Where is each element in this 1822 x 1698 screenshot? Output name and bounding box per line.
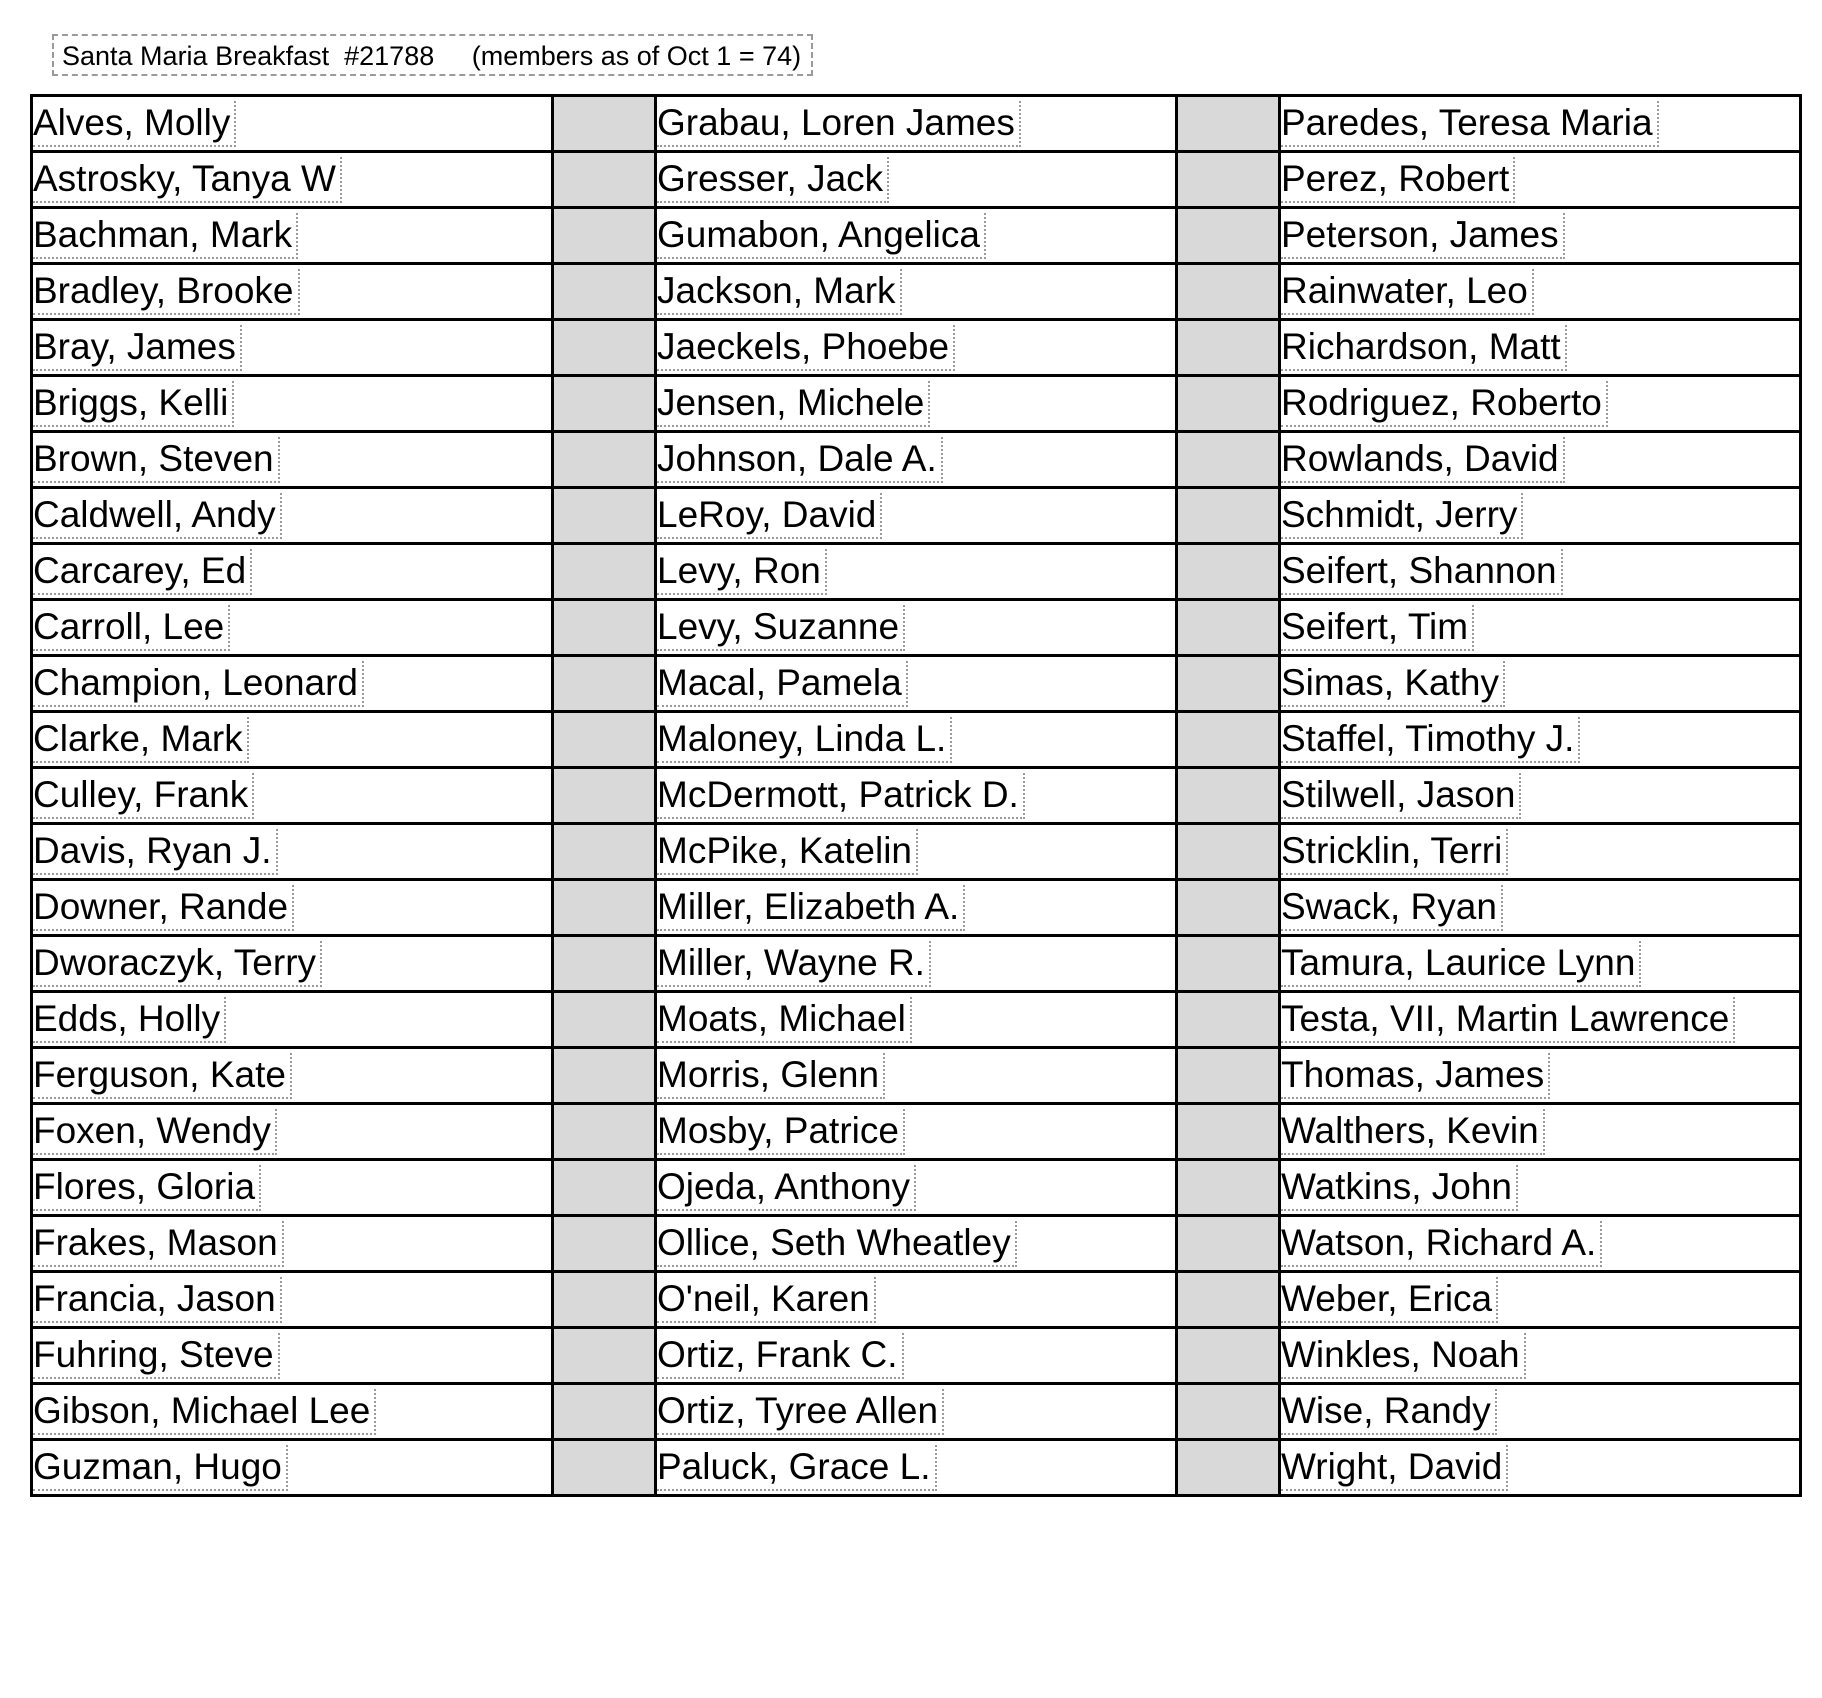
member-name-cell xyxy=(32,152,553,208)
member-name-cell xyxy=(32,880,553,936)
spacer-cell xyxy=(553,376,656,432)
roster-row xyxy=(32,600,1801,656)
member-name-cell xyxy=(32,320,553,376)
spacer-cell xyxy=(553,1216,656,1272)
member-name-cell xyxy=(1280,544,1801,600)
spacer-cell xyxy=(1177,1216,1280,1272)
member-name: Carroll, Lee xyxy=(33,605,230,651)
member-name: Alves, Molly xyxy=(33,101,236,147)
spacer-cell xyxy=(1177,880,1280,936)
spacer-cell xyxy=(553,1384,656,1440)
member-name-cell xyxy=(1280,1272,1801,1328)
spacer-cell xyxy=(1177,1440,1280,1496)
member-name-cell xyxy=(32,208,553,264)
member-name: Briggs, Kelli xyxy=(33,381,234,427)
member-name-cell xyxy=(656,936,1177,992)
member-name: Watson, Richard A. xyxy=(1281,1221,1602,1267)
member-name: Jaeckels, Phoebe xyxy=(657,325,955,371)
member-name-cell xyxy=(1280,208,1801,264)
member-name-cell xyxy=(656,376,1177,432)
member-name: Dworaczyk, Terry xyxy=(33,941,322,987)
spacer-cell xyxy=(553,1048,656,1104)
member-name-cell xyxy=(1280,600,1801,656)
member-name: Maloney, Linda L. xyxy=(657,717,952,763)
roster-row xyxy=(32,992,1801,1048)
spacer-cell xyxy=(1177,152,1280,208)
roster-row xyxy=(32,824,1801,880)
member-name: Champion, Leonard xyxy=(33,661,364,707)
member-name-cell xyxy=(656,1160,1177,1216)
roster-row xyxy=(32,1216,1801,1272)
member-name: Morris, Glenn xyxy=(657,1053,885,1099)
member-name: Wise, Randy xyxy=(1281,1389,1497,1435)
member-name-cell xyxy=(656,1048,1177,1104)
spacer-cell xyxy=(1177,1328,1280,1384)
spacer-cell xyxy=(553,880,656,936)
member-name: Seifert, Tim xyxy=(1281,605,1474,651)
roster-row xyxy=(32,1160,1801,1216)
member-name-cell xyxy=(1280,1328,1801,1384)
spacer-cell xyxy=(553,1440,656,1496)
member-name-cell xyxy=(1280,488,1801,544)
member-name-cell xyxy=(656,880,1177,936)
member-name-cell xyxy=(656,96,1177,152)
roster-row xyxy=(32,936,1801,992)
roster-body xyxy=(32,96,1801,1496)
member-name: Walthers, Kevin xyxy=(1281,1109,1545,1155)
member-name-cell xyxy=(1280,1160,1801,1216)
member-name: Bray, James xyxy=(33,325,242,371)
spacer-cell xyxy=(1177,656,1280,712)
member-name: Paredes, Teresa Maria xyxy=(1281,101,1659,147)
member-name: Caldwell, Andy xyxy=(33,493,282,539)
member-name: Testa, VII, Martin Lawrence xyxy=(1281,997,1735,1043)
member-name: LeRoy, David xyxy=(657,493,882,539)
spacer-cell xyxy=(1177,992,1280,1048)
members-count-note: (members as of Oct 1 = 74) xyxy=(471,41,802,71)
spacer-cell xyxy=(553,96,656,152)
spacer-cell xyxy=(1177,376,1280,432)
member-name: Perez, Robert xyxy=(1281,157,1515,203)
member-name: Tamura, Laurice Lynn xyxy=(1281,941,1641,987)
spacer-cell xyxy=(553,152,656,208)
member-name: Moats, Michael xyxy=(657,997,912,1043)
member-name: Stricklin, Terri xyxy=(1281,829,1508,875)
member-name: Gumabon, Angelica xyxy=(657,213,986,259)
member-name-cell xyxy=(656,152,1177,208)
member-name: Ojeda, Anthony xyxy=(657,1165,916,1211)
spacer-cell xyxy=(553,824,656,880)
member-name-cell xyxy=(32,544,553,600)
member-name-cell xyxy=(656,264,1177,320)
member-name-cell xyxy=(32,1160,553,1216)
spacer-cell xyxy=(553,1272,656,1328)
member-name-cell xyxy=(1280,936,1801,992)
member-name: Seifert, Shannon xyxy=(1281,549,1563,595)
member-name-cell xyxy=(1280,880,1801,936)
spacer-cell xyxy=(553,544,656,600)
member-name: Jensen, Michele xyxy=(657,381,930,427)
member-name-cell xyxy=(656,712,1177,768)
member-name: Fuhring, Steve xyxy=(33,1333,280,1379)
member-name-cell xyxy=(32,712,553,768)
member-name: Simas, Kathy xyxy=(1281,661,1505,707)
roster-row xyxy=(32,432,1801,488)
member-name: Foxen, Wendy xyxy=(33,1109,277,1155)
member-name: Edds, Holly xyxy=(33,997,226,1043)
member-name: Levy, Ron xyxy=(657,549,827,595)
roster-row xyxy=(32,1328,1801,1384)
member-name-cell xyxy=(656,1104,1177,1160)
member-name-cell xyxy=(656,824,1177,880)
member-name-cell xyxy=(656,488,1177,544)
member-name: Ferguson, Kate xyxy=(33,1053,292,1099)
spacer-cell xyxy=(553,712,656,768)
member-name: Jackson, Mark xyxy=(657,269,902,315)
member-name-cell xyxy=(1280,96,1801,152)
member-name-cell xyxy=(1280,712,1801,768)
member-name: McDermott, Patrick D. xyxy=(657,773,1025,819)
member-name-cell xyxy=(32,264,553,320)
member-name: Levy, Suzanne xyxy=(657,605,905,651)
member-name: Watkins, John xyxy=(1281,1165,1518,1211)
member-name-cell xyxy=(656,544,1177,600)
member-name-cell xyxy=(656,768,1177,824)
member-name: Grabau, Loren James xyxy=(657,101,1021,147)
member-name-cell xyxy=(32,992,553,1048)
spacer-cell xyxy=(1177,1104,1280,1160)
member-name-cell xyxy=(32,600,553,656)
member-name-cell xyxy=(1280,320,1801,376)
member-name-cell xyxy=(656,656,1177,712)
member-name-cell xyxy=(656,600,1177,656)
spacer-cell xyxy=(553,320,656,376)
member-name: Ollice, Seth Wheatley xyxy=(657,1221,1017,1267)
member-name-cell xyxy=(656,208,1177,264)
spacer-cell xyxy=(553,208,656,264)
member-name: Rodriguez, Roberto xyxy=(1281,381,1608,427)
member-name: Carcarey, Ed xyxy=(33,549,252,595)
member-name: Clarke, Mark xyxy=(33,717,249,763)
spacer-cell xyxy=(1177,1048,1280,1104)
member-name: Frakes, Mason xyxy=(33,1221,284,1267)
member-name: Bradley, Brooke xyxy=(33,269,300,315)
spacer-cell xyxy=(1177,96,1280,152)
member-name: Miller, Elizabeth A. xyxy=(657,885,965,931)
member-name: Miller, Wayne R. xyxy=(657,941,931,987)
member-name-cell xyxy=(32,96,553,152)
spacer-cell xyxy=(1177,320,1280,376)
member-name-cell xyxy=(656,1272,1177,1328)
spacer-cell xyxy=(553,656,656,712)
member-name-cell xyxy=(1280,1384,1801,1440)
member-name-cell xyxy=(656,1440,1177,1496)
spacer-cell xyxy=(553,1160,656,1216)
member-name-cell xyxy=(32,768,553,824)
roster-row xyxy=(32,880,1801,936)
member-name-cell xyxy=(1280,992,1801,1048)
member-name: Flores, Gloria xyxy=(33,1165,261,1211)
roster-row xyxy=(32,264,1801,320)
spacer-cell xyxy=(553,1328,656,1384)
roster-row xyxy=(32,208,1801,264)
member-name-cell xyxy=(1280,432,1801,488)
member-name-cell xyxy=(1280,824,1801,880)
member-name-cell xyxy=(32,824,553,880)
member-name-cell xyxy=(32,1328,553,1384)
spacer-cell xyxy=(1177,264,1280,320)
spacer-cell xyxy=(553,768,656,824)
roster-row xyxy=(32,1272,1801,1328)
roster-row xyxy=(32,488,1801,544)
member-name-cell xyxy=(656,1328,1177,1384)
member-name-cell xyxy=(656,1216,1177,1272)
member-name: McPike, Katelin xyxy=(657,829,918,875)
member-name-cell xyxy=(1280,376,1801,432)
spacer-cell xyxy=(553,992,656,1048)
roster-row xyxy=(32,1384,1801,1440)
spacer-cell xyxy=(553,264,656,320)
spacer-cell xyxy=(1177,824,1280,880)
member-name: Wright, David xyxy=(1281,1445,1508,1491)
member-name-cell xyxy=(32,1216,553,1272)
member-name-cell xyxy=(32,656,553,712)
roster-header xyxy=(52,34,813,76)
member-name: Paluck, Grace L. xyxy=(657,1445,937,1491)
member-name: Stilwell, Jason xyxy=(1281,773,1521,819)
spacer-cell xyxy=(553,600,656,656)
spacer-cell xyxy=(1177,1160,1280,1216)
member-name-cell xyxy=(32,1384,553,1440)
member-name: Richardson, Matt xyxy=(1281,325,1567,371)
roster-row xyxy=(32,712,1801,768)
member-name: Davis, Ryan J. xyxy=(33,829,278,875)
spacer-cell xyxy=(1177,488,1280,544)
member-name: O'neil, Karen xyxy=(657,1277,876,1323)
member-name-cell xyxy=(32,1048,553,1104)
spacer-cell xyxy=(1177,936,1280,992)
member-name: Guzman, Hugo xyxy=(33,1445,288,1491)
roster-row xyxy=(32,96,1801,152)
member-name: Ortiz, Frank C. xyxy=(657,1333,904,1379)
roster-row xyxy=(32,320,1801,376)
member-name-cell xyxy=(1280,1104,1801,1160)
spacer-cell xyxy=(1177,1384,1280,1440)
member-name-cell xyxy=(1280,1216,1801,1272)
member-name-cell xyxy=(32,1104,553,1160)
member-name: Macal, Pamela xyxy=(657,661,908,707)
member-roster-table xyxy=(30,94,1802,1497)
member-name: Gresser, Jack xyxy=(657,157,889,203)
member-name: Peterson, James xyxy=(1281,213,1565,259)
member-name-cell xyxy=(656,432,1177,488)
roster-row xyxy=(32,1104,1801,1160)
member-name-cell xyxy=(32,1440,553,1496)
member-name: Gibson, Michael Lee xyxy=(33,1389,376,1435)
member-name: Brown, Steven xyxy=(33,437,280,483)
member-name: Swack, Ryan xyxy=(1281,885,1503,931)
member-name-cell xyxy=(32,936,553,992)
member-name-cell xyxy=(656,320,1177,376)
roster-row xyxy=(32,656,1801,712)
spacer-cell xyxy=(1177,768,1280,824)
spacer-cell xyxy=(553,1104,656,1160)
spacer-cell xyxy=(553,488,656,544)
member-name-cell xyxy=(1280,656,1801,712)
member-name: Culley, Frank xyxy=(33,773,254,819)
member-name-cell xyxy=(32,376,553,432)
member-name: Downer, Rande xyxy=(33,885,294,931)
roster-row xyxy=(32,1440,1801,1496)
member-name-cell xyxy=(32,432,553,488)
roster-row xyxy=(32,768,1801,824)
member-name-cell xyxy=(1280,1048,1801,1104)
member-name-cell xyxy=(656,992,1177,1048)
spacer-cell xyxy=(1177,712,1280,768)
member-name-cell xyxy=(1280,152,1801,208)
spacer-cell xyxy=(1177,544,1280,600)
member-name: Weber, Erica xyxy=(1281,1277,1498,1323)
spacer-cell xyxy=(1177,208,1280,264)
member-name: Rainwater, Leo xyxy=(1281,269,1534,315)
member-name: Winkles, Noah xyxy=(1281,1333,1526,1379)
spacer-cell xyxy=(1177,1272,1280,1328)
member-name: Mosby, Patrice xyxy=(657,1109,905,1155)
member-name-cell xyxy=(1280,768,1801,824)
spacer-cell xyxy=(1177,432,1280,488)
spacer-cell xyxy=(553,936,656,992)
roster-row xyxy=(32,1048,1801,1104)
member-name-cell xyxy=(1280,264,1801,320)
member-name: Bachman, Mark xyxy=(33,213,298,259)
member-name: Astrosky, Tanya W xyxy=(33,157,342,203)
roster-row xyxy=(32,152,1801,208)
roster-row xyxy=(32,544,1801,600)
club-title: Santa Maria Breakfast #21788 xyxy=(62,41,435,71)
member-name: Johnson, Dale A. xyxy=(657,437,943,483)
member-name-cell xyxy=(32,488,553,544)
spacer-cell xyxy=(553,432,656,488)
member-name-cell xyxy=(32,1272,553,1328)
spacer-cell xyxy=(1177,600,1280,656)
member-name: Schmidt, Jerry xyxy=(1281,493,1523,539)
member-name: Thomas, James xyxy=(1281,1053,1550,1099)
member-name: Ortiz, Tyree Allen xyxy=(657,1389,944,1435)
member-name-cell xyxy=(1280,1440,1801,1496)
member-name: Rowlands, David xyxy=(1281,437,1565,483)
member-name: Francia, Jason xyxy=(33,1277,282,1323)
member-name: Staffel, Timothy J. xyxy=(1281,717,1580,763)
member-name-cell xyxy=(656,1384,1177,1440)
roster-row xyxy=(32,376,1801,432)
